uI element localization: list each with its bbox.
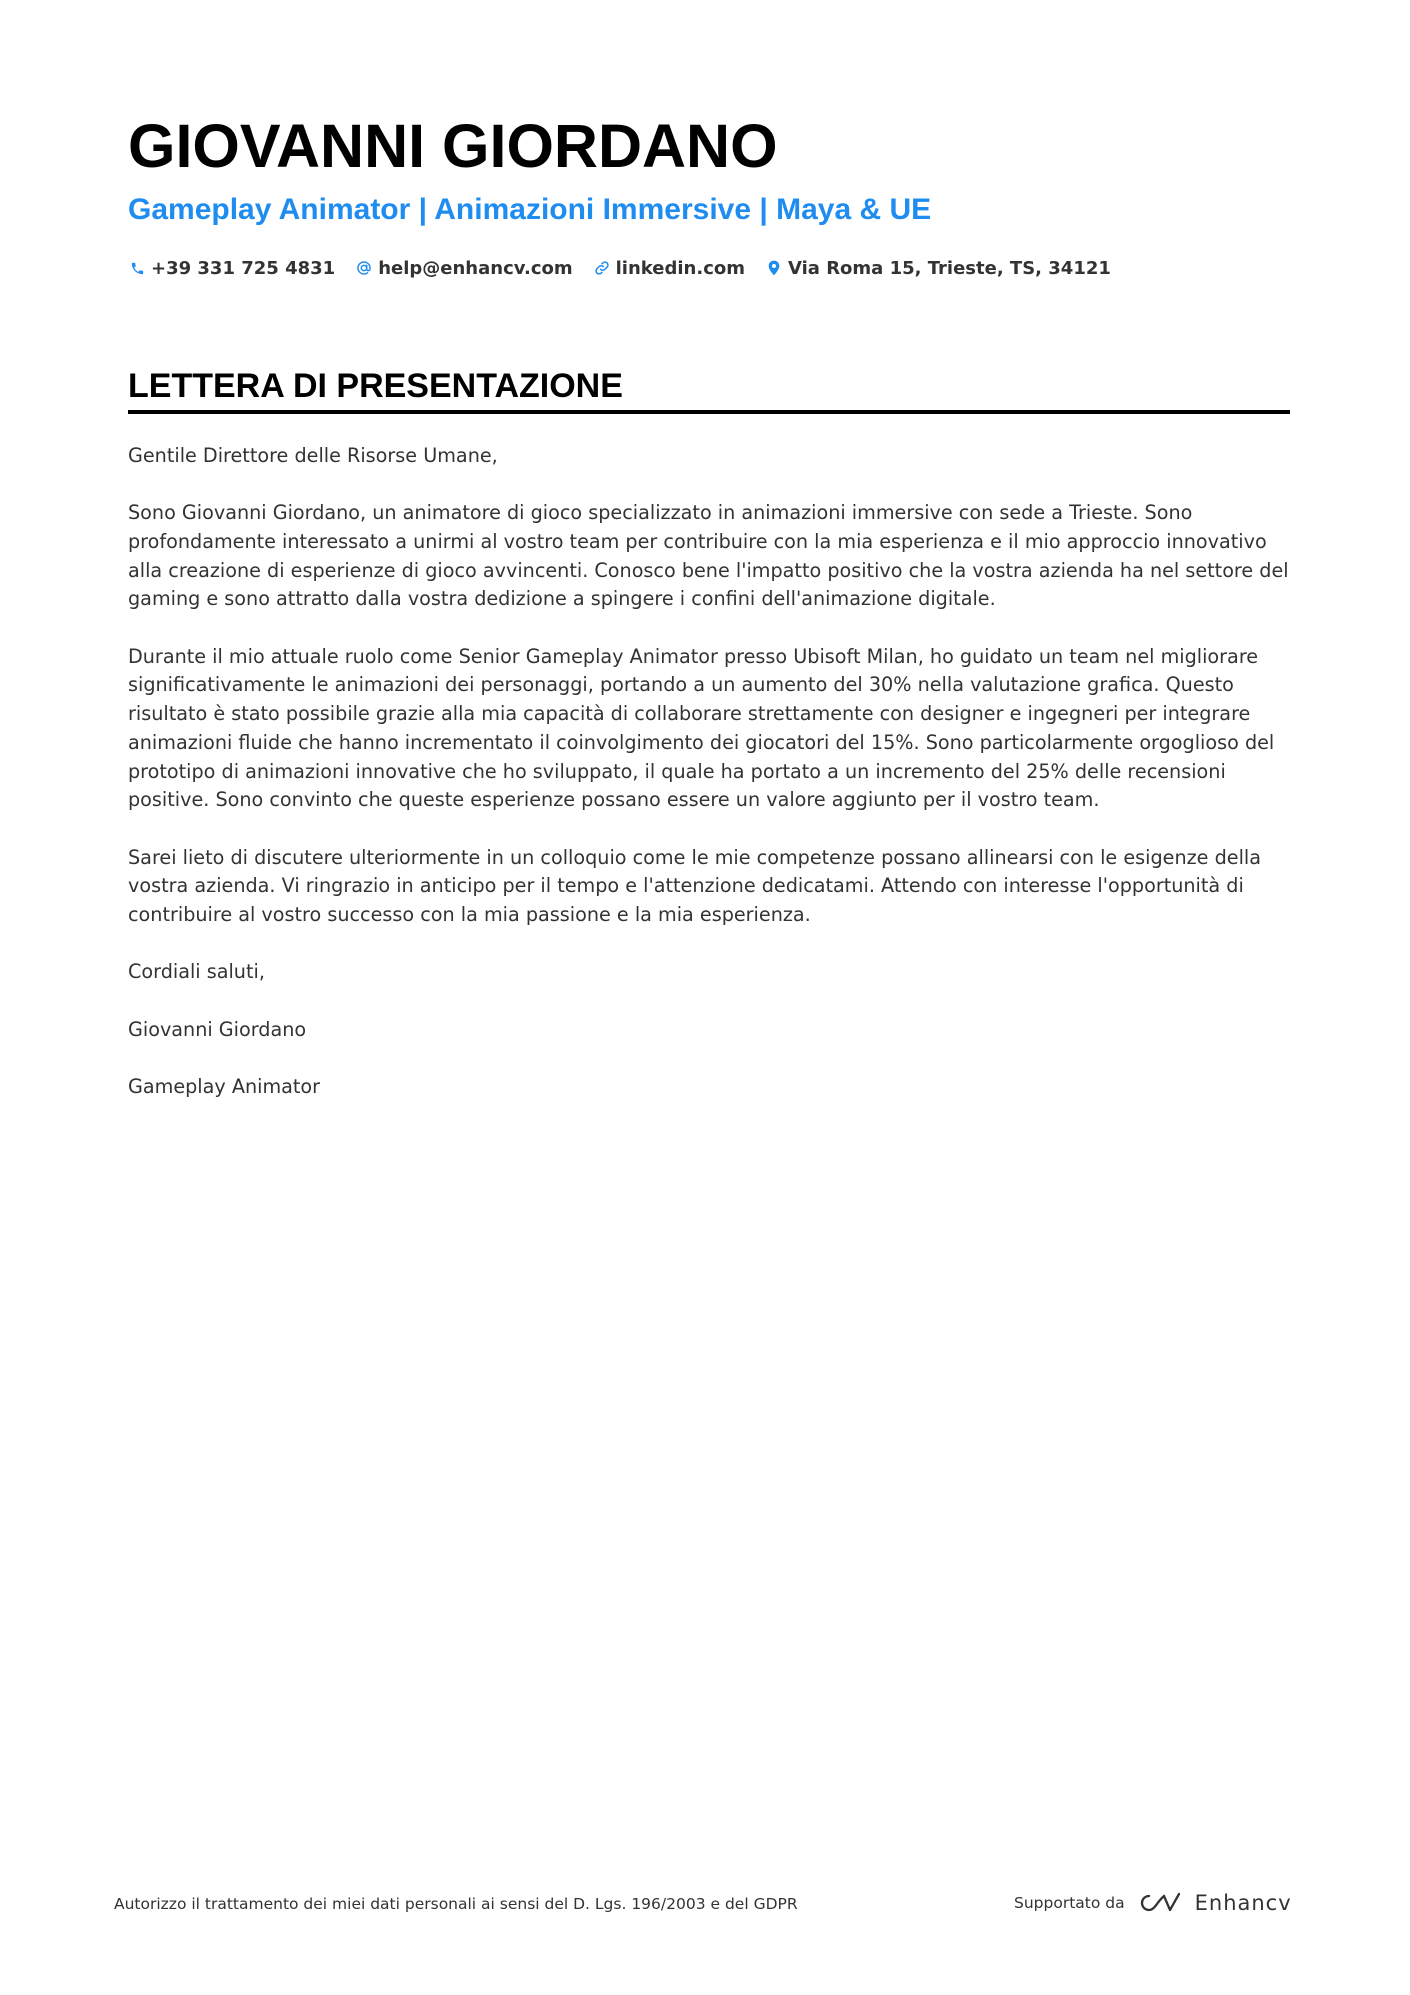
brand-name: Enhancv bbox=[1194, 1891, 1292, 1915]
letter-body bbox=[128, 442, 1290, 1130]
section-divider bbox=[128, 410, 1290, 414]
contact-address bbox=[765, 258, 1111, 279]
signature-name: Giovanni Giordano bbox=[128, 1017, 307, 1041]
location-pin-icon bbox=[765, 259, 783, 277]
phone-icon bbox=[128, 259, 146, 277]
link-icon bbox=[593, 259, 611, 277]
contact-bar bbox=[128, 254, 1131, 282]
email-text: help@enhancv.com bbox=[378, 257, 573, 279]
letter-paragraph-1: Sono Giovanni Giordano, un animatore di gioco specializzato in animazioni immersive con sede a Trieste. Sono profondamente interessato a unirmi al vostro team per contribuire con la mia esperienza e il mio approccio innovativo alla creazione di esperienze di gioco avvincenti. Conosco bene l'impatto positivo che la vostra azienda ha nel settore del gaming e sono attratto dalla vostra dedizione a spingere i confini dell'animazione digitale. bbox=[128, 501, 1289, 611]
contact-email[interactable] bbox=[355, 258, 572, 279]
letter-closing: Cordiali saluti, bbox=[128, 960, 265, 984]
contact-website[interactable] bbox=[593, 258, 745, 279]
letter-paragraph-2: Durante il mio attuale ruolo come Senior Gameplay Animator presso Ubisoft Milan, ho guidato un team nel migliorare significativamente le animazioni dei personaggi, portando a un aumento del 30% nella valutazione grafica. Questo risultato è stato possibile grazie alla mia capacità di collaborare strettamente con designer e ingegneri per integrare animazioni fluide che hanno incrementato il coinvolgimento dei giocatori del 15%. Sono particolarmente orgoglioso del prototipo di animazioni innovative che ho sviluppato, il quale ha portato a un incremento del 25% delle recensioni positive. Sono convinto che queste esperienze possano essere un valore aggiunto per il vostro team. bbox=[128, 644, 1275, 812]
website-text: linkedin.com bbox=[615, 257, 745, 279]
candidate-name: GIOVANNI GIORDANO bbox=[128, 112, 778, 180]
letter-paragraph-3: Sarei lieto di discutere ulteriormente in un colloquio come le mie competenze possano allinearsi con le esigenze della vostra azienda. Vi ringrazio in anticipo per il tempo e l'attenzione dedicatami. Attendo con interesse l'opportunità di contribuire al vostro successo con la mia passione e la mia esperienza. bbox=[128, 845, 1261, 926]
signature-title: Gameplay Animator bbox=[128, 1074, 321, 1098]
address-text: Via Roma 15, Trieste, TS, 34121 bbox=[788, 257, 1111, 279]
candidate-headline: Gameplay Animator | Animazioni Immersive | Maya & UE bbox=[128, 193, 932, 226]
at-icon bbox=[355, 259, 373, 277]
letter-salutation: Gentile Direttore delle Risorse Umane, bbox=[128, 444, 498, 467]
enhancv-logo-icon bbox=[1137, 1890, 1183, 1916]
powered-by-label: Supportato da bbox=[1014, 1894, 1125, 1912]
contact-phone[interactable] bbox=[128, 258, 335, 279]
privacy-note: Autorizzo il trattamento dei miei dati personali ai sensi del D. Lgs. 196/2003 e del GDPR bbox=[114, 1895, 798, 1913]
powered-by[interactable] bbox=[1014, 1890, 1292, 1916]
section-title: LETTERA DI PRESENTAZIONE bbox=[128, 367, 623, 405]
phone-text: +39 331 725 4831 bbox=[151, 257, 336, 279]
